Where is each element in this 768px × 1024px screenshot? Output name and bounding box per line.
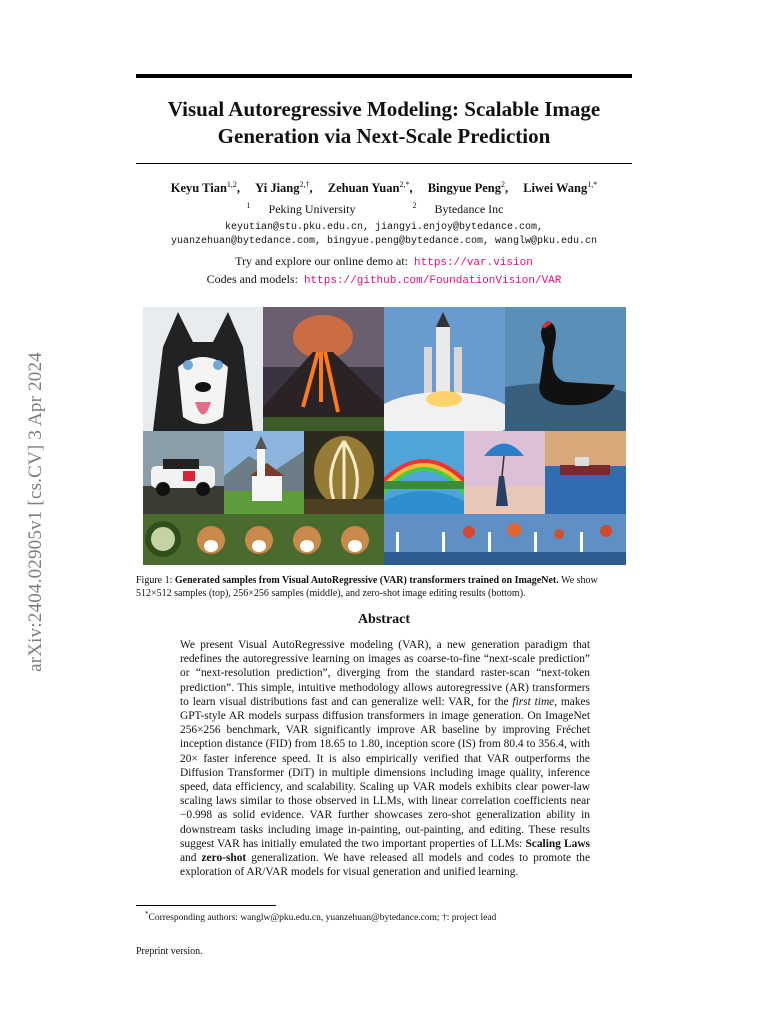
- caption-bold-text: Generated samples from Visual AutoRegressive (VAR) transformers trained on ImageNet.: [174, 575, 559, 586]
- paper-title: [120, 96, 648, 150]
- affiliation-2: $^2$ Bytedance Inc: [412, 201, 504, 216]
- demo-line: [120, 254, 648, 269]
- author-emails: [120, 221, 648, 249]
- figure-1-sample-grid: [143, 307, 626, 565]
- dog-editing-strip: [143, 514, 384, 565]
- affiliations: [120, 201, 648, 217]
- abstract-bold-scaling-laws: Scaling Laws: [525, 837, 590, 850]
- title-bottom-rule: [136, 163, 632, 164]
- codes-label: Codes and models:: [206, 272, 298, 286]
- affiliation-1: $^1$ Peking University: [246, 201, 356, 216]
- black-swan-image: [505, 307, 626, 431]
- author-list: [120, 180, 648, 196]
- preprint-note: Preprint version.: [136, 946, 203, 957]
- title-line-2: Generation via Next-Scale Prediction: [217, 124, 551, 148]
- author-4: Bingyue Peng$^2$,: [427, 180, 509, 196]
- demo-link[interactable]: https://var.vision: [414, 257, 533, 269]
- abstract-bold-zero-shot: zero-shot: [201, 852, 247, 865]
- umbrella-beach-image: [464, 431, 545, 514]
- title-line-1: Visual Autoregressive Modeling: Scalable Image: [167, 97, 601, 121]
- church-image: [224, 431, 304, 514]
- emails-line-2: yuanzehuan@bytedance.com, bingyue.peng@bytedance.com, wanglw@pku.edu.cn: [170, 236, 598, 247]
- abstract-and: and: [180, 852, 202, 865]
- figure-1-caption: [136, 574, 632, 600]
- fountain-image: [304, 431, 384, 514]
- footnote-mark: *: [145, 910, 149, 918]
- abstract-body: [180, 638, 590, 879]
- abstract-heading: Abstract: [357, 612, 411, 627]
- caption-label: Figure 1:: [136, 575, 173, 586]
- balloon-editing-strip: [384, 514, 626, 565]
- footnote: [145, 910, 625, 923]
- abstract-text-3: generalization. We have released all models and codes to promote the exploration of AR/VAR models for visual generation and unified learning.: [180, 852, 590, 879]
- arxiv-stamp-text: arXiv:2404.02905v1 [cs.CV] 3 Apr 2024: [25, 352, 46, 672]
- husky-image: [143, 307, 263, 431]
- ship-image: [545, 431, 626, 514]
- title-top-rule: [136, 74, 632, 78]
- abstract-text-1: We present Visual AutoRegressive modeling (VAR), a new generation paradigm that redefines the autoregressive learning on images as coarse-to-fine “next-scale prediction” or “next-resolution prediction”, diverging from the standard raster-scan “next-token prediction”. This simple, intuitive methodology allows autoregressive (AR) transformers to learn visual distributions fast and can generalize well: VAR, for the: [180, 639, 590, 708]
- author-5: Liwei Wang$^{1,*}$: [523, 180, 598, 196]
- author-2: Yi Jiang$^{2,\dagger}$,: [255, 180, 313, 196]
- caption-rest-text: We show 512×512 samples (top), 256×256 samples (middle), and zero-shot image editing results (bottom).: [136, 575, 598, 599]
- footnote-text: Corresponding authors: wanglw@pku.edu.cn, yuanzehuan@bytedance.com; †: project lead: [148, 913, 497, 924]
- emails-line-1: keyutian@stu.pku.edu.cn, jiangyi.enjoy@bytedance.com,: [224, 222, 544, 233]
- abstract-text-2: , makes GPT-style AR models surpass diffusion transformers in image generation. On ImageNet 256×256 benchmark, VAR significantly improve AR baseline by improving Fréchet inception distance (FID) from 18.65 to 1.80, inception score (IS) from 80.4 to 356.4, with 20× faster inference speed. It is also empirically verified that VAR outperforms the Diffusion Transformer (DiT) in multiple dimensions including image quality, inference speed, data efficiency, and scalability. Scaling up VAR models exhibits clear power-law scaling laws similar to those observed in LLMs, with linear correlation coefficients near −0.998 as solid evidence. VAR further showcases zero-shot generalization ability in downstream tasks including image in-painting, out-painting, and editing. These results suggest VAR has initially emulated the two important properties of LLMs:: [180, 695, 591, 850]
- rainbow-stream-image: [384, 431, 464, 514]
- abstract-italic: first time: [512, 695, 555, 708]
- codes-line: [120, 272, 648, 287]
- footnote-rule: [136, 905, 276, 906]
- demo-label: Try and explore our online demo at:: [235, 254, 409, 268]
- codes-link[interactable]: https://github.com/FoundationVision/VAR: [303, 275, 562, 287]
- author-3: Zehuan Yuan$^{2,*}$,: [327, 180, 413, 196]
- author-1: Keyu Tian$^{1,2}$,: [170, 180, 241, 196]
- rocket-launch-image: [384, 307, 505, 431]
- rally-car-image: [143, 431, 224, 514]
- volcano-image: [263, 307, 384, 431]
